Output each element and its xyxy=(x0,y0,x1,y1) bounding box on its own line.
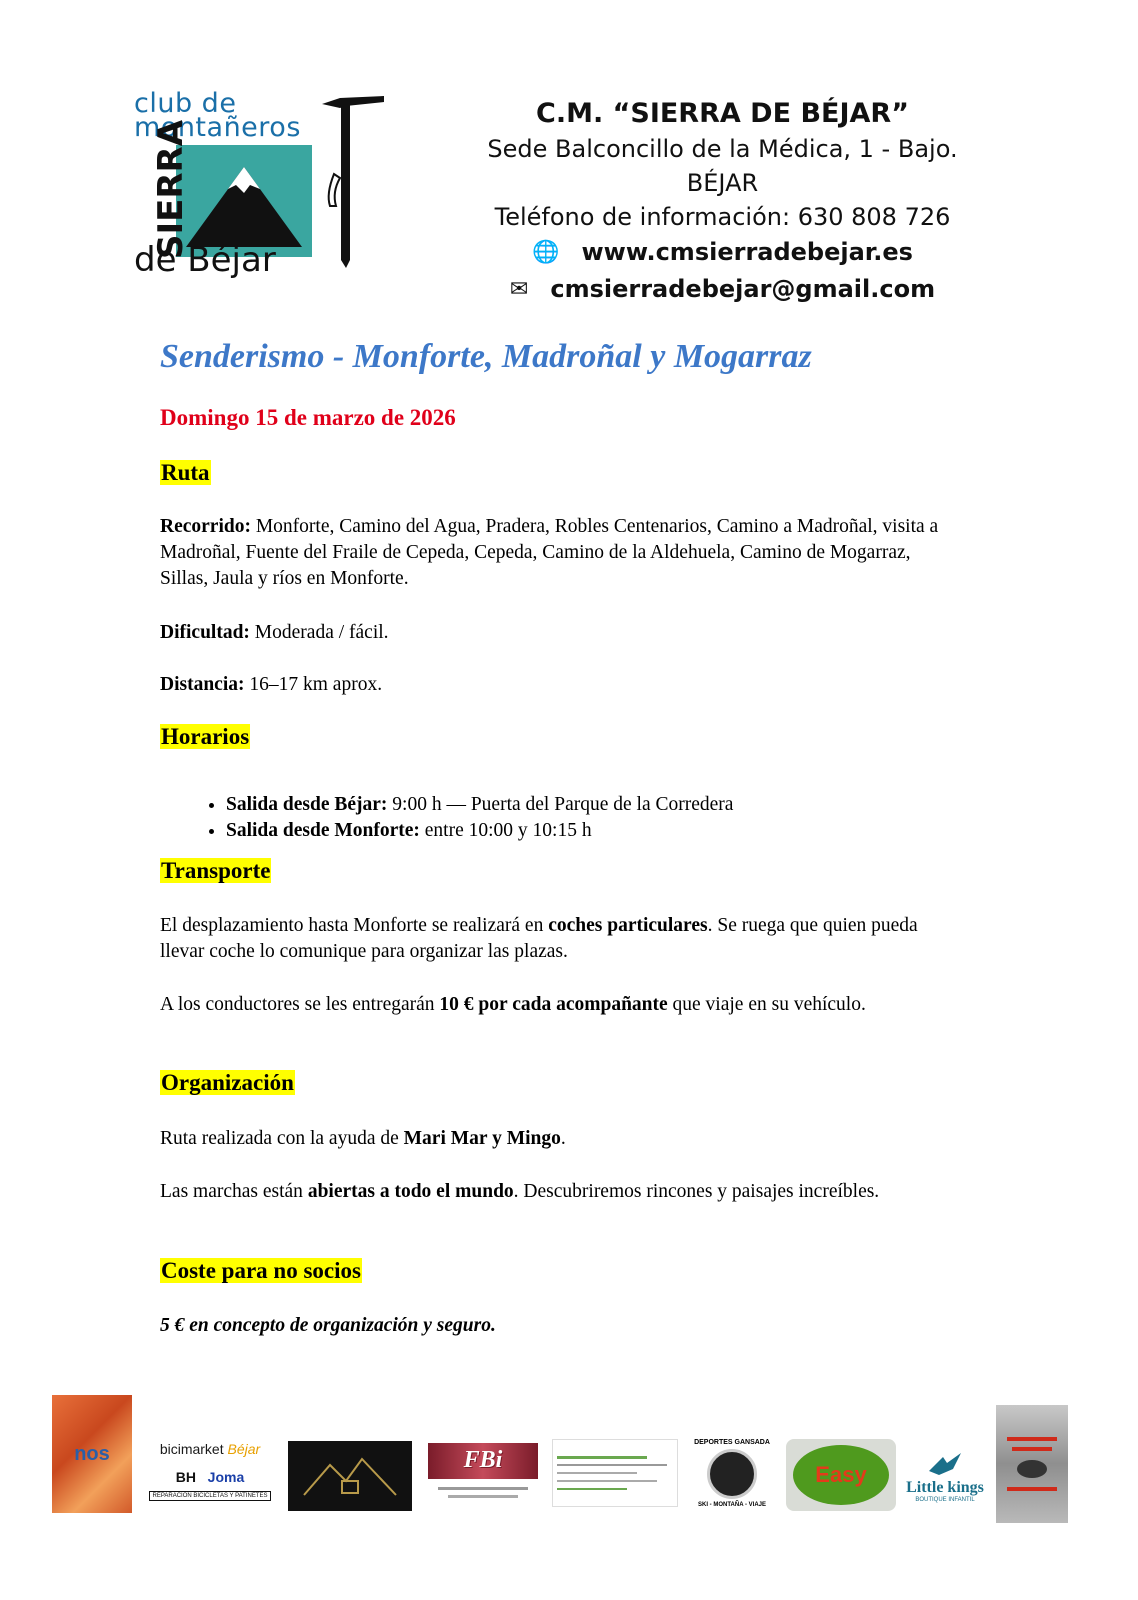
coste-text: 5 € en concepto de organización y seguro. xyxy=(160,1315,496,1336)
website-link[interactable]: www.cmsierradebejar.es xyxy=(581,238,913,266)
transporte-p1: El desplazamiento hasta Monforte se realizará en coches particulares. Se ruega que quien pueda llevar coche lo comunique para organizar las plazas. xyxy=(160,915,918,962)
sponsor-logo-mountain xyxy=(288,1441,412,1511)
heading-transporte: Transporte xyxy=(161,858,271,883)
list-item: • Salida desde Béjar: 9:00 h — Puerta del Parque de la Corredera xyxy=(226,792,733,818)
logo-text-club: club de montañeros xyxy=(134,88,301,143)
heading-organizacion: Organización xyxy=(161,1070,294,1095)
page-title: Senderismo - Monforte, Madroñal y Mogarraz xyxy=(160,338,812,375)
header-contact xyxy=(450,96,995,308)
phone: Teléfono de información: 630 808 726 xyxy=(494,203,951,231)
logo-text-sierra: SIERRA xyxy=(151,119,191,259)
ice-axe-icon xyxy=(320,94,390,269)
event-date: Domingo 15 de marzo de 2026 xyxy=(160,405,456,430)
bird-icon xyxy=(925,1449,965,1479)
sponsor-logo-fbi: FBi xyxy=(428,1437,538,1503)
dificultad: Dificultad: Moderada / fácil. xyxy=(160,622,389,643)
sponsors-bar xyxy=(0,1395,1138,1535)
recorrido: Recorrido: Monforte, Camino del Agua, Pradera, Robles Centenarios, Camino a Madroñal, visita a Madroñal, Fuente del Fraile de Cepeda, Cepeda, Camino de la Aldehuela, Camino de Mogarraz, Sillas, Jaula y ríos en Monforte. xyxy=(160,516,939,589)
address: Sede Balconcillo de la Médica, 1 - Bajo. BÉJAR xyxy=(487,135,958,197)
organizacion-p1: Ruta realizada con la ayuda de Mari Mar y Mingo. xyxy=(160,1128,566,1149)
email-link[interactable]: cmsierradebejar@gmail.com xyxy=(550,275,936,303)
sponsor-logo-bicimarket: bicimarket Béjar BH Joma REPARACION BICICLETAS Y PATINETES xyxy=(148,1435,272,1507)
mountain-outline-icon xyxy=(300,1451,400,1501)
globe-icon: 🌐 xyxy=(532,240,560,265)
email-line xyxy=(450,271,995,308)
sponsor-logo-easy: Easy xyxy=(786,1439,896,1511)
logo-text-de-bejar: de Béjar xyxy=(134,240,276,280)
list-item: • Salida desde Monforte: entre 10:00 y 10:15 h xyxy=(226,818,733,844)
sponsor-logo-little-kings: Little kings BOUTIQUE INFANTIL xyxy=(900,1445,990,1507)
sponsor-logo-poster xyxy=(996,1405,1068,1523)
sponsor-logo-1: nos xyxy=(52,1395,132,1513)
heading-ruta: Ruta xyxy=(161,460,210,485)
heading-coste: Coste para no socios xyxy=(161,1258,361,1283)
organizacion-p2: Las marchas están abiertas a todo el mundo. Descubriremos rincones y paisajes increíbles. xyxy=(160,1181,880,1202)
club-logo xyxy=(134,88,394,282)
envelope-icon: ✉ xyxy=(509,277,529,302)
distancia: Distancia: 16–17 km aprox. xyxy=(160,674,383,695)
horarios-list xyxy=(160,792,733,844)
heading-horarios: Horarios xyxy=(161,724,250,749)
sponsor-logo-gansada: DEPORTES GANSADA SKI - MONTAÑA - VIAJE xyxy=(694,1438,770,1508)
org-name: C.M. “SIERRA DE BÉJAR” xyxy=(536,98,909,129)
sponsor-logo-flyer xyxy=(552,1439,678,1507)
transporte-p2: A los conductores se les entregarán 10 € por cada acompañante que viaje en su vehículo. xyxy=(160,994,866,1015)
website-line xyxy=(450,234,995,271)
